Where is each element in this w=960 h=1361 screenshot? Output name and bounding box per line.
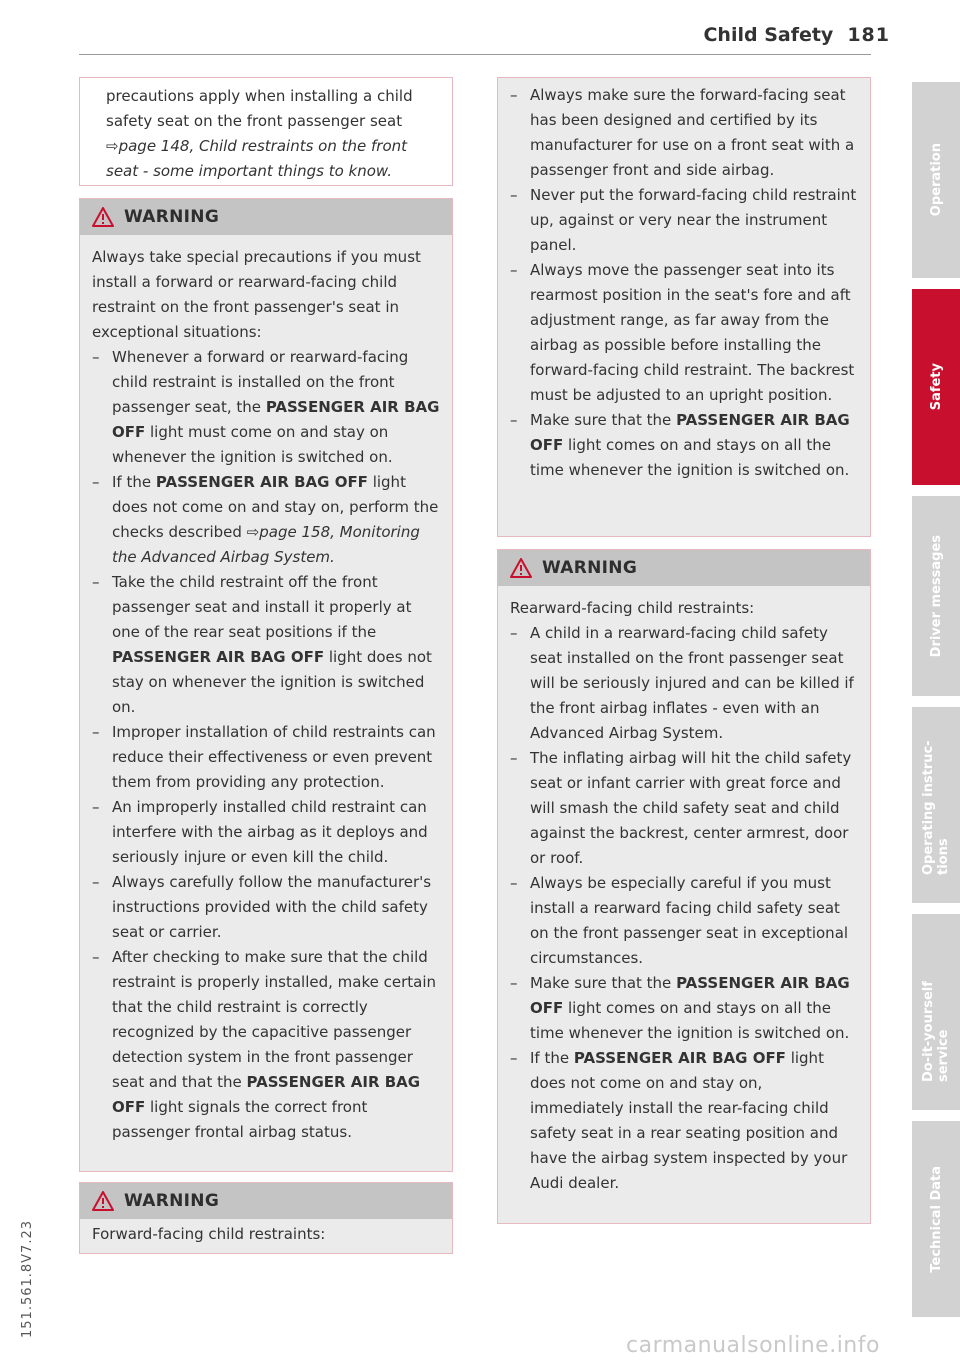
list-item: – Always make sure the forward-facing seat has been designed and certified by its manufacturer for use on a front seat with a passenger front and side airbag.	[510, 83, 858, 183]
warning-content	[80, 1219, 452, 1259]
tab-safety[interactable]	[912, 289, 960, 485]
list-item	[510, 971, 858, 1046]
airbag-off-label: PASSENGER AIR BAG OFF	[155, 473, 368, 491]
tab-do-it-yourself[interactable]	[912, 914, 960, 1110]
tab-label: Do-it-yourself service	[921, 981, 951, 1082]
airbag-off-label: PASSENGER AIR BAG OFF	[573, 1049, 786, 1067]
item-text: Make sure that the	[530, 974, 677, 992]
warning-header	[80, 1183, 452, 1219]
warning-title: WARNING	[124, 1191, 220, 1211]
tab-operation[interactable]	[912, 82, 960, 278]
item-text: Whenever a forward or rearward-facing child restraint is installed on the front passenger seat, the	[112, 348, 409, 416]
warning-box	[79, 1182, 453, 1254]
tab-technical-data[interactable]	[912, 1121, 960, 1317]
list-item: – Never put the forward-facing child restraint up, against or very near the instrument panel.	[510, 183, 858, 258]
list-item: – Improper installation of child restraints can reduce their effectiveness or even prevent them from providing any protection.	[92, 720, 440, 795]
page-link[interactable]: page 148, Child restraints on the front seat - some important things to know	[106, 137, 408, 180]
airbag-off-label: PASSENGER AIR BAG OFF	[530, 411, 850, 454]
airbag-off-label: PASSENGER AIR BAG OFF	[112, 398, 440, 441]
list-item: – A child in a rearward-facing child safety seat installed on the front passenger seat will be seriously injured and can be killed if the front airbag inflates - even with an Advanced Airbag System.	[510, 621, 858, 746]
tab-label: Operation	[928, 143, 944, 217]
warning-list	[92, 345, 440, 1145]
airbag-off-label: PASSENGER AIR BAG OFF	[530, 974, 850, 1017]
item-text: light signals the correct front passenger frontal airbag status.	[112, 1098, 368, 1141]
intro-text-part: precautions apply when installing a child safety seat on the front passenger seat	[106, 87, 413, 130]
warning-continuation-box	[497, 77, 871, 537]
warning-triangle-icon	[92, 1191, 114, 1211]
list-item	[510, 408, 858, 483]
warning-title: WARNING	[124, 207, 220, 227]
tab-driver-messages[interactable]	[912, 496, 960, 696]
warning-header	[80, 199, 452, 235]
section-title: Child Safety	[703, 24, 834, 46]
warning-lead: Rearward-facing child restraints:	[510, 599, 755, 617]
list-item	[92, 345, 440, 470]
arrow-icon: ⇨	[246, 523, 260, 541]
list-item: – An improperly installed child restraint can interfere with the airbag as it deploys and seriously injure or even kill the child.	[92, 795, 440, 870]
item-text: Take the child restraint off the front passenger seat and install it properly at one of the rear seat positions if the	[112, 573, 412, 641]
list-item: – Always be especially careful if you must install a rearward facing child safety seat on the front passenger seat in exceptional circumstances.	[510, 871, 858, 971]
warning-content	[498, 78, 870, 495]
warning-list	[510, 83, 858, 483]
tab-label: Safety	[928, 363, 944, 411]
item-text: light must come on and stay on whenever the ignition is switched on.	[112, 423, 393, 466]
airbag-off-label: PASSENGER AIR BAG OFF	[112, 648, 325, 666]
tab-label: Technical Data	[928, 1165, 944, 1273]
intro-text	[80, 78, 452, 190]
warning-title: WARNING	[542, 558, 638, 578]
warning-header	[498, 550, 870, 586]
tab-label: Operating instruc-tions	[921, 740, 951, 875]
warning-triangle-icon	[510, 558, 532, 578]
list-item: – Always move the passenger seat into its rearmost position in the seat's fore and aft adjustment range, as far away from the airbag as possible before installing the forward-facing child restraint. The backrest must be adjusted to an upright position.	[510, 258, 858, 408]
intro-box	[79, 77, 453, 186]
item-text: light does not come on and stay on, perform the checks described	[112, 473, 439, 541]
warning-list	[510, 621, 858, 1196]
warning-content	[80, 235, 452, 1157]
watermark: carmanualsonline.info	[626, 1333, 880, 1358]
intro-text-end: .	[387, 162, 392, 180]
item-text: Make sure that the	[530, 411, 677, 429]
tab-operating-instructions[interactable]	[912, 707, 960, 903]
tab-label: Driver messages	[928, 534, 944, 658]
item-text: light comes on and stays on all the time whenever the ignition is switched on.	[530, 999, 850, 1042]
warning-box	[497, 549, 871, 1224]
header-rule	[79, 54, 871, 55]
list-item	[92, 945, 440, 1145]
airbag-off-label: PASSENGER AIR BAG OFF	[112, 1073, 421, 1116]
warning-lead: Always take special precautions if you must install a forward or rearward-facing child restraint on the front passenger's seat in exceptional situations:	[92, 248, 421, 341]
item-text: After checking to make sure that the child restraint is properly installed, make certain that the child restraint is correctly recognized by the capacitive passenger detection system in the front passenger seat and that the	[112, 948, 436, 1091]
warning-lead: Forward-facing child restraints:	[92, 1225, 326, 1243]
item-text: light comes on and stays on all the time whenever the ignition is switched on.	[530, 436, 850, 479]
page-header	[660, 24, 890, 46]
list-item	[92, 570, 440, 720]
page-link[interactable]: page 158, Monitoring the Advanced Airbag System	[112, 523, 420, 566]
list-item	[510, 1046, 858, 1196]
document-code: 151.561.8V7.23	[20, 1220, 35, 1338]
page-number: 181	[847, 24, 890, 46]
list-item	[92, 470, 440, 570]
arrow-icon: ⇨	[106, 137, 119, 155]
warning-triangle-icon	[92, 207, 114, 227]
warning-box	[79, 198, 453, 1172]
item-text: light does not come on and stay on, immediately install the rear-facing child safety seat in a rear seating position and have the airbag system inspected by your Audi dealer.	[530, 1049, 848, 1192]
list-item: – Always carefully follow the manufacturer's instructions provided with the child safety seat or carrier.	[92, 870, 440, 945]
item-text: light does not stay on whenever the ignition is switched on.	[112, 648, 432, 716]
list-item: – The inflating airbag will hit the child safety seat or infant carrier with great force and will smash the child safety seat and child against the backrest, center armrest, door or roof.	[510, 746, 858, 871]
item-text: If the	[112, 473, 156, 491]
item-text: .	[330, 548, 335, 566]
item-text: If the	[530, 1049, 574, 1067]
warning-content	[498, 586, 870, 1208]
